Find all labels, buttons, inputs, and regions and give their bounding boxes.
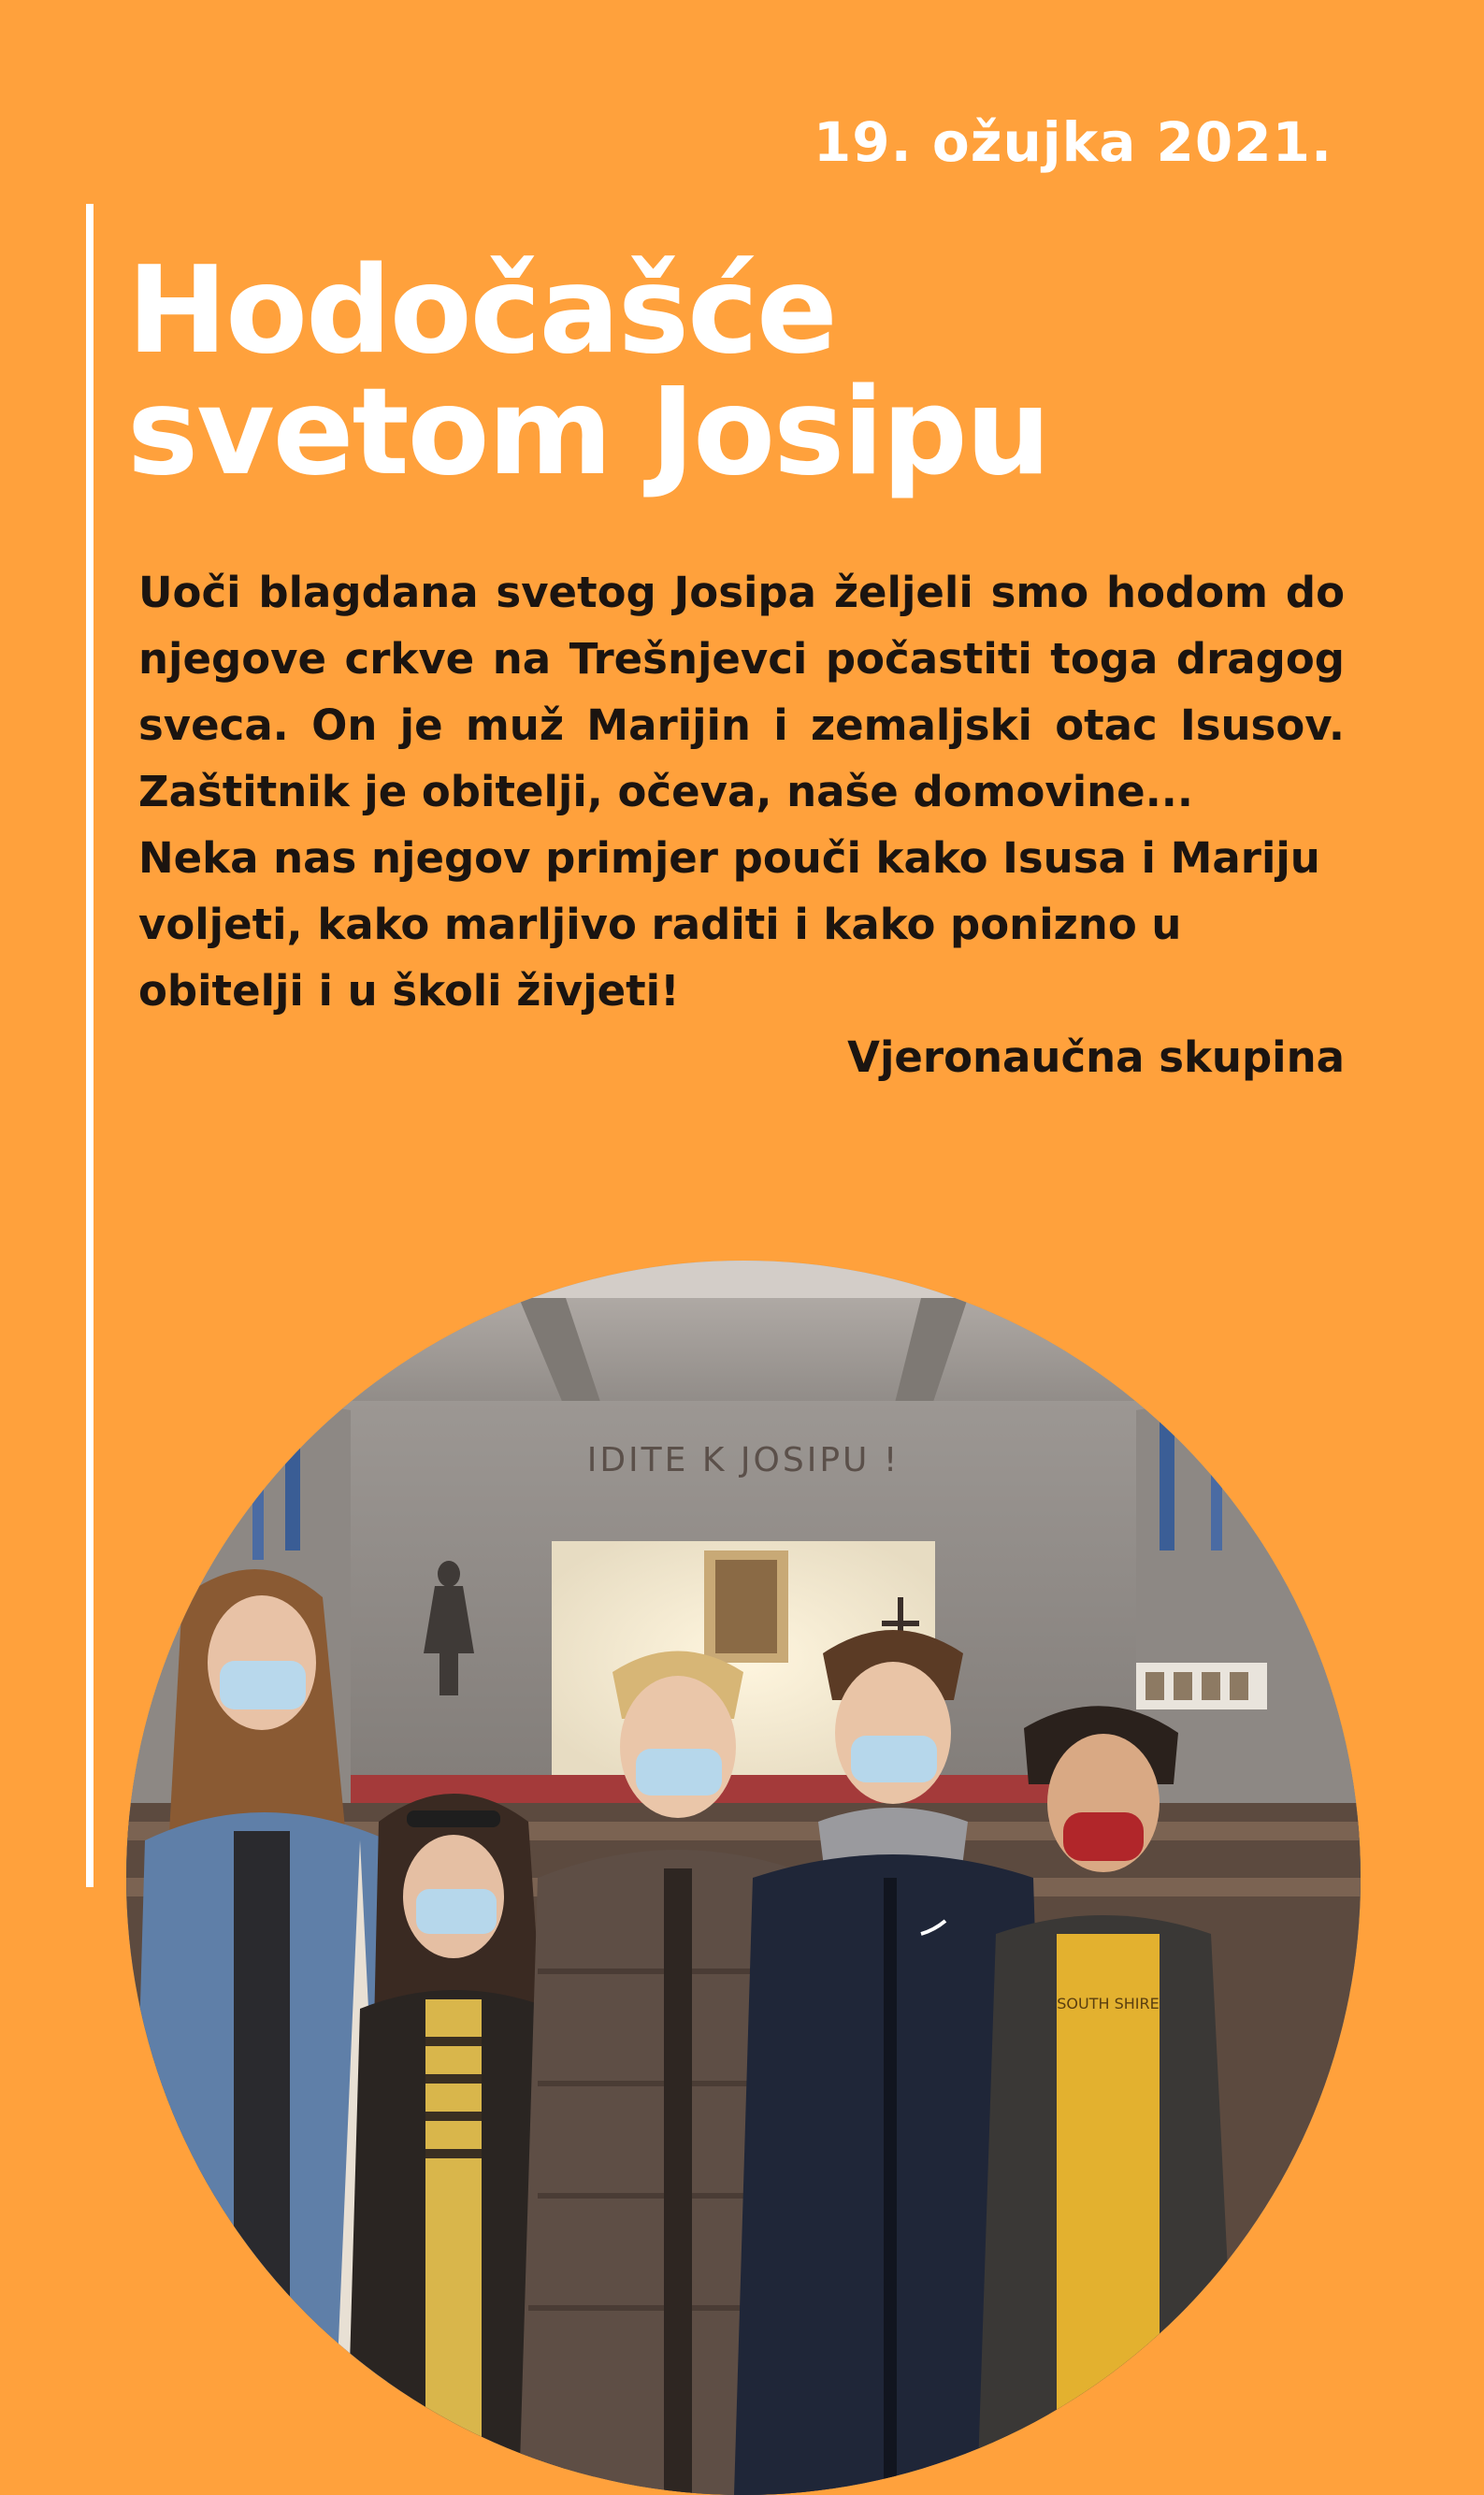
article-body: [138, 559, 1345, 1090]
paragraph-2-line-1: Neka nas njegov primjer pouči kako Isusa i Mariju: [138, 825, 1345, 891]
wall-inscription: IDITE K JOSIPU !: [587, 1441, 900, 1479]
title-line-2: svetom Josipu: [127, 372, 1049, 494]
group-photo: [126, 1261, 1361, 2495]
paragraph-1: Uoči blagdana svetog Josipa željeli smo hodom do njegove crkve na Trešnjevci počastiti toga dragog sveca. On je muž Marijin i zemaljski otac Isusov. Zaštitnik je obitelji, očeva, naše domovine...: [138, 559, 1345, 825]
shirt-text: SOUTH SHIRE: [1057, 1995, 1159, 2012]
paragraph-2-line-2: voljeti, kako marljivo raditi i kako ponizno u: [138, 891, 1345, 958]
paragraph-2-line-3: obitelji i u školi živjeti!: [138, 958, 1345, 1024]
title-line-1: Hodočašće: [127, 251, 1049, 372]
page-title: [127, 251, 1049, 494]
group-photo-illustration: [126, 1261, 1361, 2495]
accent-vertical-line: [86, 204, 94, 1887]
date-label: 19. ožujka 2021.: [814, 110, 1333, 174]
signature: Vjeronaučna skupina: [138, 1024, 1345, 1090]
